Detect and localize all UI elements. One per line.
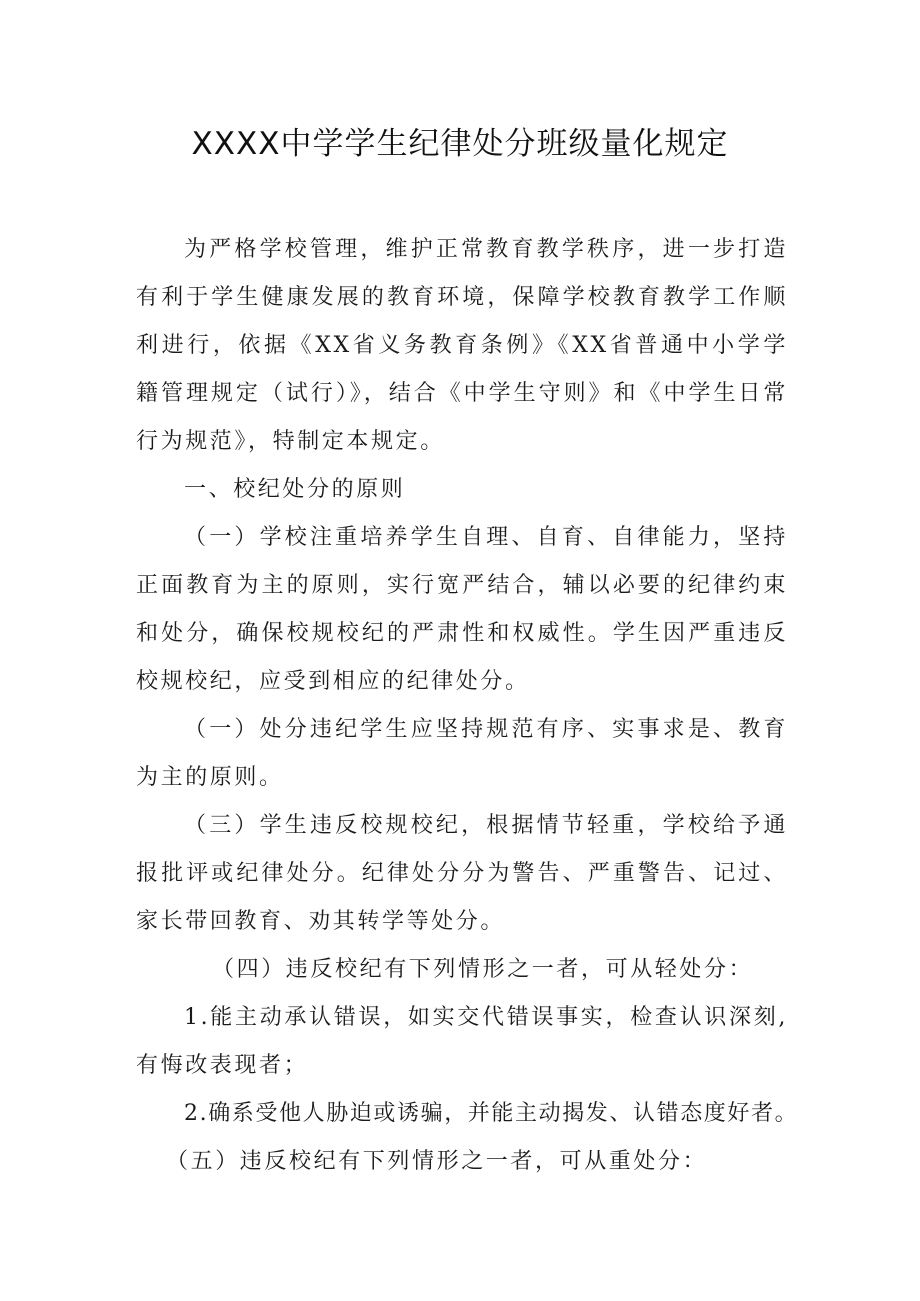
document-title: XXXX中学学生纪律处分班级量化规定 <box>191 126 729 162</box>
paragraph-intro: 为严格学校管理，维护正常教育教学秩序，进一步打造有利于学生健康发展的教育环境，保障学校教育教学工作顺利进行，依据《XX省义务教育条例》《XX省普通中小学学籍管理规定（试行）》，结合《中学生守则》和《中学生日常行为规范》，特制定本规定。 <box>136 237 788 454</box>
section-heading-principles: 一、校纪处分的原则 <box>184 477 406 502</box>
list-item-lenient-1: 1.能主动承认错误，如实交代错误事实，检查认识深刻,有悔改表现者； <box>136 1005 788 1078</box>
paragraph-principle-5: （五）违反校纪有下列情形之一者，可从重处分： <box>166 1149 708 1174</box>
paragraph-principle-3: （三）学生违反校规校纪，根据情节轻重，学校给予通报批评或纪律处分。纪律处分分为警告、严重警告、记过、家长带回教育、劝其转学等处分。 <box>136 813 788 934</box>
paragraph-principle-4: （四）违反校纪有下列情形之一者，可从轻处分： <box>212 957 754 982</box>
paragraph-principle-2: （一）处分违纪学生应坚持规范有序、实事求是、教育为主的原则。 <box>136 717 788 790</box>
list-item-lenient-2: 2.确系受他人胁迫或诱骗，并能主动揭发、认错态度好者。 <box>184 1101 799 1126</box>
paragraph-principle-1: （一）学校注重培养学生自理、自育、自律能力，坚持正面教育为主的原则，实行宽严结合，辅以必要的纪律约束和处分，确保校规校纪的严肃性和权威性。学生因严重违反校规校纪，应受到相应的纪律处分。 <box>136 525 788 694</box>
